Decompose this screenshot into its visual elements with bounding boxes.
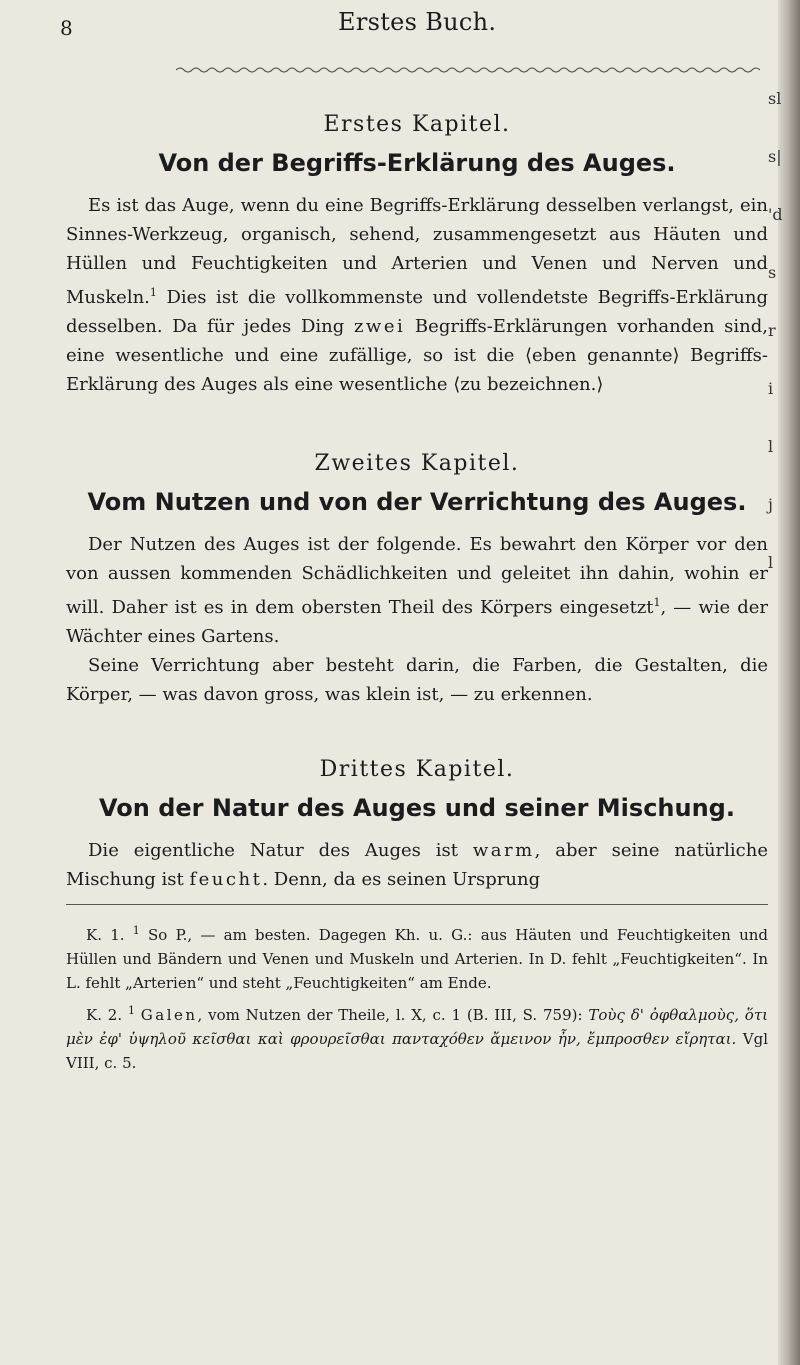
footnote-ref: K. 2.	[86, 1006, 128, 1024]
chapter-2	[66, 451, 768, 709]
edge-letter: r	[768, 321, 776, 340]
edge-letter: l	[768, 553, 774, 572]
footnote-marker: 1	[653, 596, 661, 609]
edge-letter: s	[768, 263, 777, 282]
footnotes	[66, 904, 768, 1075]
chapter-1	[66, 112, 768, 399]
text-run: Seine Verrichtung aber besteht darin, die Farben, die Gestalten, die Körper, — was davon gross, was klein ist, — zu erkennen.	[66, 655, 768, 705]
footnote	[66, 999, 768, 1075]
chapter-label: Drittes Kapitel.	[319, 757, 515, 782]
chapter-3	[66, 757, 768, 894]
footnote-text: Vgl VIII, c. 5.	[66, 1030, 769, 1072]
edge-letter: l	[768, 437, 774, 456]
text-run: Der Nutzen des Auges ist der folgende. Es bewahrt den Körper vor den von aussen kommenden Schädlichkeiten und geleitet ihn dahin, wohin er will. Daher ist es in dem obersten Theil des Körpers eingesetzt	[66, 534, 768, 618]
spaced-emphasis: zwei	[353, 316, 406, 337]
chapter-title: Von der Natur des Auges und seiner Mischung.	[99, 794, 735, 822]
running-title: Erstes Buch.	[338, 8, 497, 36]
text-run: Es ist das Auge, wenn du eine Begriffs-Erklärung desselben verlangst, ein Sinnes-Werkzeug, organisch, sehend, zusammengesetzt aus Häuten und Hüllen und Feuchtigkeiten und Arterien und Venen und Nerven und Muskeln.	[66, 195, 768, 308]
facing-page-edge-letters	[768, 70, 800, 592]
footnote-text: So P., — am besten. Dagegen Kh. u. G.: aus Häuten und Feuchtigkeiten und Hüllen und Bändern und Venen und Muskeln und Arterien. In D. fehlt „Feuchtigkeiten“. In L. fehlt „Arterien“ und steht „Feuchtigkeiten“ am Ende.	[66, 926, 768, 992]
edge-letter: sl	[768, 89, 782, 108]
page-content	[66, 112, 768, 1079]
text-run: Dies ist die vollkommenste und vollendetste Begriffs-Erklärung desselben. Da für jedes Ding	[66, 287, 768, 337]
text-run: Begriffs-Erklärungen vorhanden sind, eine wesentliche und eine zufällige, so ist die ⟨eben genannte⟩ Begriffs-Erklärung des Auges als eine wesentliche ⟨zu bezeichnen.⟩	[66, 316, 768, 395]
footnote-text: , vom Nutzen der Theile, l. X, c. 1 (B. III, S. 759):	[197, 1006, 589, 1024]
edge-letter: s|	[768, 147, 782, 166]
edge-letter: i	[768, 379, 774, 398]
paragraph	[66, 191, 768, 399]
paragraph	[66, 530, 768, 651]
decorative-wavy-rule	[176, 66, 760, 74]
footnote-marker: 1	[127, 1004, 135, 1017]
edge-letter: j	[768, 495, 773, 514]
running-head	[60, 8, 738, 38]
author-name: Galen	[140, 1006, 198, 1024]
text-run: , — wie der Wächter eines Gartens.	[66, 597, 768, 647]
text-run: . Denn, da es seinen Ursprung	[262, 869, 541, 890]
spaced-emphasis: warm	[472, 840, 535, 861]
footnote-marker: 1	[149, 286, 157, 299]
chapter-title: Von der Begriffs-Erklärung des Auges.	[158, 149, 676, 177]
spaced-emphasis: feucht	[189, 869, 263, 890]
greek-quote: Τοὺς δ' ὀφθαλμοὺς, ὅτι μὲν ἐφ' ὑψηλοῦ κεῖσθαι καὶ φρουρεῖσθαι πανταχόθεν ἄμεινον ἦν, ἔμπροσθεν εἴρηται.	[66, 1006, 768, 1048]
text-run: Die eigentliche Natur des Auges ist	[88, 840, 473, 861]
chapter-title: Vom Nutzen und von der Verrichtung des Auges.	[87, 488, 747, 516]
chapter-label: Zweites Kapitel.	[314, 451, 520, 476]
footnote	[66, 919, 768, 995]
chapter-label: Erstes Kapitel.	[323, 112, 511, 137]
edge-letter: 'd	[768, 205, 783, 224]
paragraph	[66, 836, 768, 894]
footnote-marker: 1	[132, 924, 140, 937]
footnote-ref: K. 1.	[86, 926, 133, 944]
page-number: 8	[60, 16, 73, 40]
text-run: , aber seine natürliche Mischung ist	[66, 840, 768, 890]
paragraph	[66, 651, 768, 709]
